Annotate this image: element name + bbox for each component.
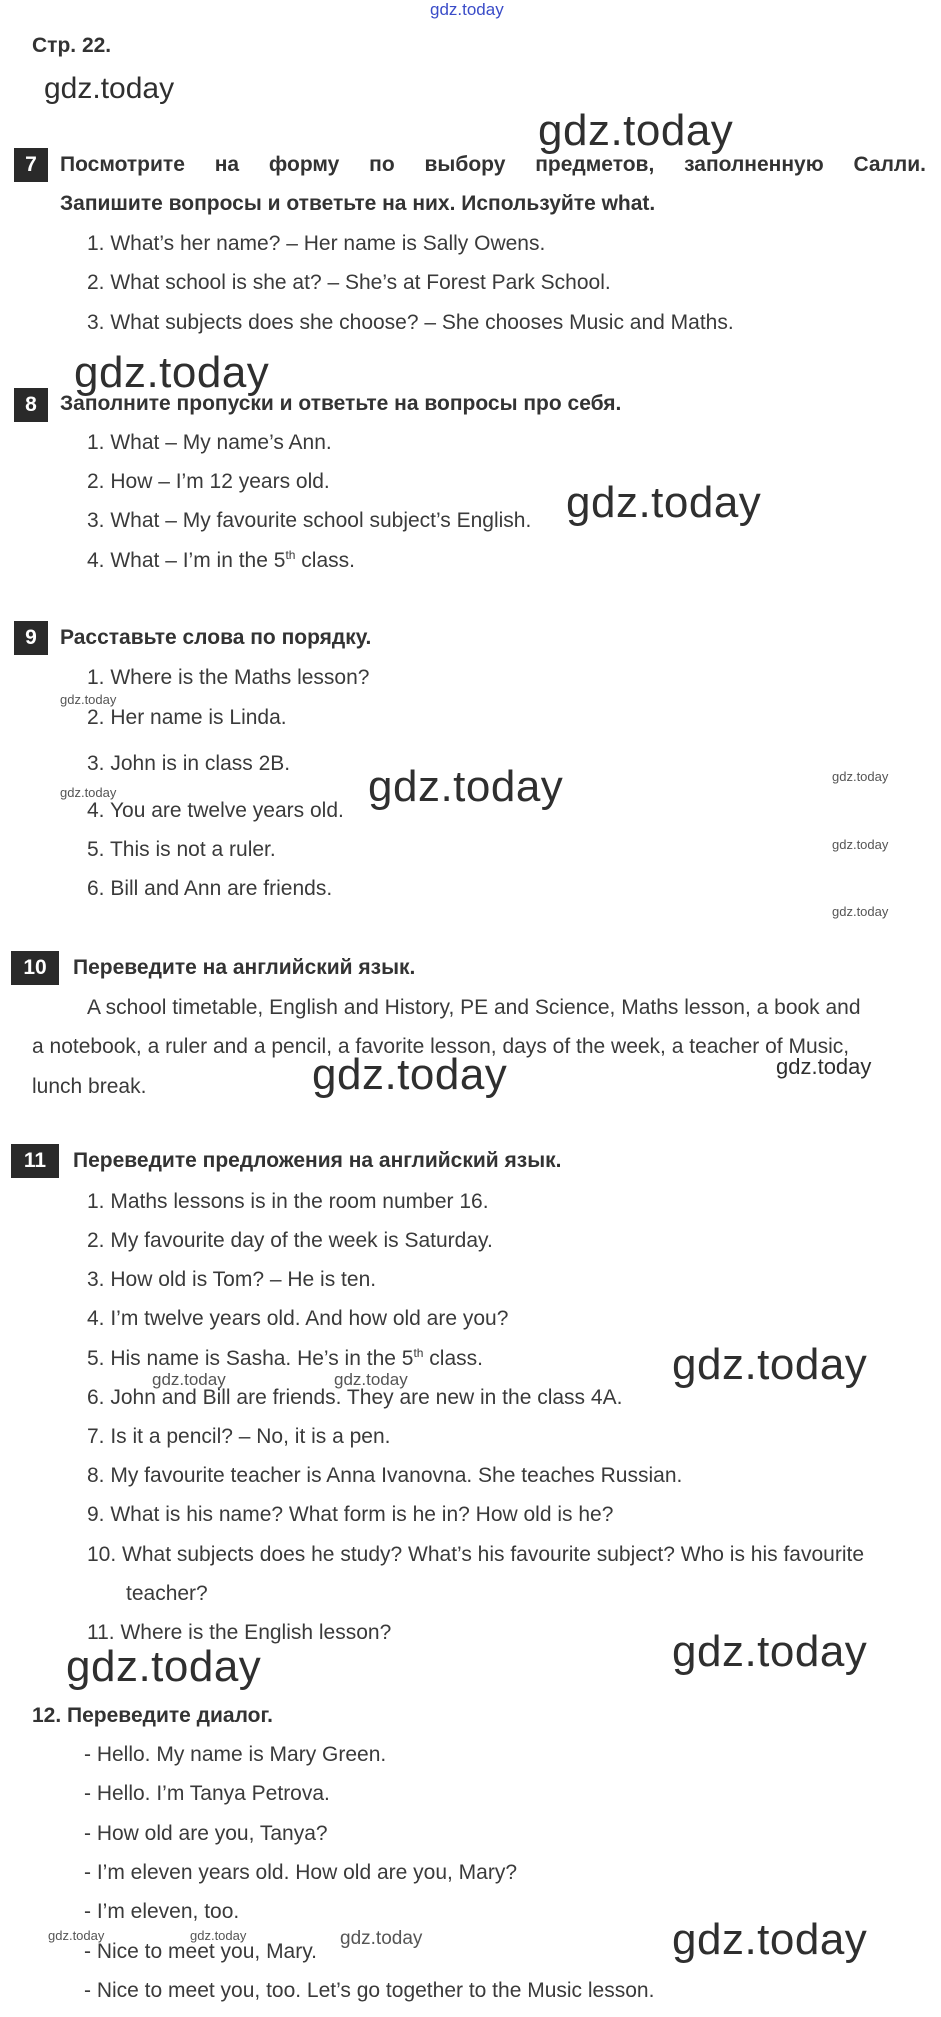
exercise-9-item: 3. John is in class 2B. [87,752,291,775]
watermark: gdz.today [340,1928,423,1949]
watermark: gdz.today [312,1050,508,1099]
dialog-line: - Hello. I’m Tanya Petrova. [84,1782,330,1805]
exercise-8-number: 8 [14,388,48,422]
watermark: gdz.today [538,106,734,155]
exercise-11-item: 2. My favourite day of the week is Saturday. [87,1229,493,1252]
dialog-line: - Nice to meet you, Mary. [84,1940,318,1963]
exercise-10-text-line2: a notebook, a ruler and a pencil, a favorite lesson, days of the week, a teacher of Music, [32,1035,850,1058]
watermark: gdz.today [832,837,889,852]
exercise-10-text-line1: A school timetable, English and History, PE and Science, Maths lesson, a book and [87,996,861,1019]
watermark: gdz.today [368,762,564,811]
page-label: Стр. 22. [32,34,112,57]
exercise-8-item: 3. What – My favourite school subject’s English. [87,509,532,532]
watermark: gdz.today [672,1915,868,1964]
dialog-line: - I’m eleven years old. How old are you, Mary? [84,1861,518,1884]
exercise-9-item: 1. Where is the Maths lesson? [87,666,370,689]
exercise-7-item: 3. What subjects does she choose? – She chooses Music and Maths. [87,311,734,334]
exercise-10-text-line3: lunch break. [32,1075,147,1098]
exercise-11-item: 11. Where is the English lesson? [87,1621,392,1644]
exercise-7-item: 1. What’s her name? – Her name is Sally Owens. [87,232,546,255]
exercise-11-item: 8. My favourite teacher is Anna Ivanovna. She teaches Russian. [87,1464,683,1487]
exercise-8-heading: Заполните пропуски и ответьте на вопросы про себя. [60,392,622,415]
exercise-12-heading: 12. Переведите диалог. [32,1704,273,1727]
exercise-11-item: 7. Is it a pencil? – No, it is a pen. [87,1425,391,1448]
dialog-line: - Nice to meet you, too. Let’s go together to the Music lesson. [84,1979,655,2002]
watermark: gdz.today [44,72,175,105]
watermark: gdz.today [152,1370,226,1389]
watermark: gdz.today [48,1928,105,1943]
exercise-11-item: 6. John and Bill are friends. They are new in the class 4A. [87,1386,623,1409]
exercise-8-item: 2. How – I’m 12 years old. [87,470,330,493]
exercise-11-heading: Переведите предложения на английский язык. [73,1149,562,1172]
watermark: gdz.today [566,478,762,527]
watermark: gdz.today [74,348,270,397]
exercise-10-number: 10 [11,951,59,985]
dialog-line: - Hello. My name is Mary Green. [84,1743,387,1766]
exercise-11-item-continued: teacher? [126,1582,208,1605]
exercise-9-number: 9 [14,621,48,655]
watermark: gdz.today [672,1627,868,1676]
exercise-7-heading-line1: Посмотрите на форму по выбору предметов, заполненную Салли. [60,153,926,176]
exercise-8-item: 1. What – My name’s Ann. [87,431,332,454]
watermark: gdz.today [60,692,117,707]
exercise-11-item: 10. What subjects does he study? What’s his favourite subject? Who is his favourite [87,1543,864,1566]
exercise-11-item: 9. What is his name? What form is he in? How old is he? [87,1503,614,1526]
exercise-9-item: 6. Bill and Ann are friends. [87,877,333,900]
exercise-11-number: 11 [11,1144,59,1178]
exercise-11-item: 5. His name is Sasha. He’s in the 5th class. [87,1346,483,1370]
exercise-7-heading-line2: Запишите вопросы и ответьте на них. Используйте what. [60,192,656,215]
watermark: gdz.today [832,904,889,919]
dialog-line: - I’m eleven, too. [84,1900,240,1923]
exercise-9-item: 5. This is not a ruler. [87,838,276,861]
exercise-9-heading: Расставьте слова по порядку. [60,626,372,649]
watermark: gdz.today [776,1054,872,1079]
watermark: gdz.today [334,1370,408,1389]
exercise-11-item: 4. I’m twelve years old. And how old are you? [87,1307,509,1330]
exercise-8-item: 4. What – I’m in the 5th class. [87,548,355,572]
exercise-9-item: 4. You are twelve years old. [87,799,344,822]
dialog-line: - How old are you, Tanya? [84,1822,328,1845]
exercise-7-number: 7 [14,148,48,182]
exercise-7-item: 2. What school is she at? – She’s at Forest Park School. [87,271,611,294]
exercise-11-item: 1. Maths lessons is in the room number 16. [87,1190,489,1213]
watermark: gdz.today [60,785,117,800]
watermark: gdz.today [832,769,889,784]
exercise-9-item: 2. Her name is Linda. [87,706,287,729]
watermark: gdz.today [190,1928,247,1943]
watermark: gdz.today [672,1340,868,1389]
watermark-top: gdz.today [430,0,504,19]
watermark: gdz.today [66,1642,262,1691]
exercise-11-item: 3. How old is Tom? – He is ten. [87,1268,377,1291]
exercise-10-heading: Переведите на английский язык. [73,956,416,979]
